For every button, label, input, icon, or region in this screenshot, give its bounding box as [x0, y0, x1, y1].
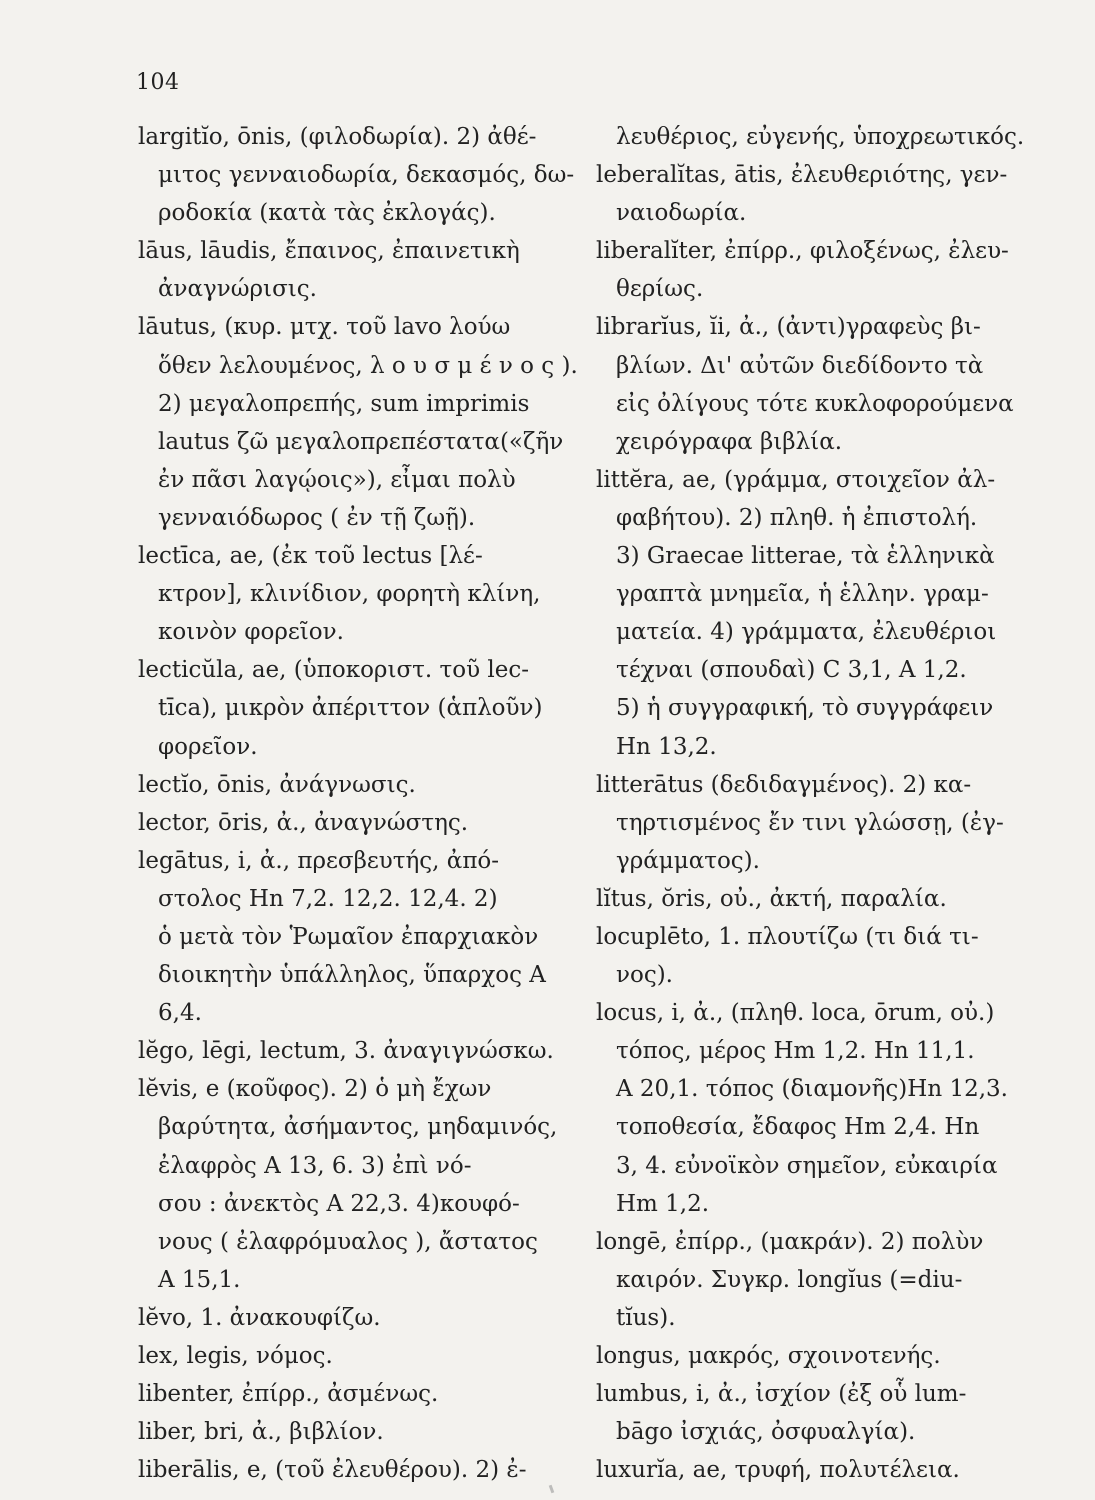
- dictionary-line: ματεία. 4) γράμματα, ἐλευθέριοι: [616, 619, 997, 646]
- dictionary-line: lĕvo, 1. ἀνακουφίζω.: [138, 1304, 381, 1331]
- dictionary-line: lautus ζῶ μεγαλοπρεπέστατα(«ζῆν: [158, 428, 564, 455]
- dictionary-line: στολος Hn 7,2. 12,2. 12,4. 2): [158, 885, 498, 912]
- dictionary-line: κοινὸν φορεῖον.: [158, 619, 344, 646]
- dictionary-line: διοικητὴν ὑπάλληλος, ὕπαρχος A: [158, 962, 546, 989]
- dictionary-line: γράμματος).: [616, 847, 760, 874]
- dictionary-line: locuplēto, 1. πλουτίζω (τι διά τι-: [596, 923, 979, 950]
- dictionary-line: A 20,1. τόπος (διαμονῆς)Hn 12,3.: [616, 1076, 1008, 1103]
- dictionary-line: ἀναγνώρισις.: [158, 276, 317, 303]
- dictionary-line: tīca), μικρὸν ἀπέριττον (ἁπλοῦν): [158, 695, 543, 722]
- dictionary-line: tĭus).: [616, 1304, 676, 1331]
- dictionary-line: lex, legis, νόμος.: [138, 1343, 333, 1369]
- dictionary-line: σου : ἀνεκτὸς A 22,3. 4)κουφό-: [158, 1190, 520, 1217]
- dictionary-line: ὁ μετὰ τὸν Ῥωμαῖον ἐπαρχιακὸν: [158, 923, 539, 950]
- dictionary-line: γενναιόδωρος ( ἐν τῇ ζωῇ).: [158, 504, 476, 531]
- dictionary-line: ἐλαφρὸς A 13, 6. 3) ἐπὶ νό-: [158, 1152, 472, 1179]
- dictionary-line: luxurĭa, ae, τρυφή, πολυτέλεια.: [596, 1457, 960, 1484]
- dictionary-line: τέχναι (σπουδαὶ) C 3,1, A 1,2.: [616, 657, 967, 684]
- dictionary-line: ὅθεν λελουμένος, λ ο υ σ μ έ ν ο ς ).: [158, 352, 578, 379]
- dictionary-line: lāus, lāudis, ἔπαινος, ἐπαινετικὴ: [138, 238, 520, 265]
- dictionary-line: longus, μακρός, σχοινοτενής.: [596, 1343, 941, 1369]
- dictionary-line: φορεῖον.: [158, 733, 258, 760]
- dictionary-line: ἐν πᾶσι λαγῴοις»), εἶμαι πολὺ: [158, 466, 516, 493]
- dictionary-line: Hn 13,2.: [616, 733, 717, 760]
- dictionary-line: κτρον], κλινίδιον, φορητὴ κλίνη,: [158, 581, 541, 608]
- page-number: 104: [136, 70, 180, 95]
- dictionary-line: 2) μεγαλοπρεπής, sum imprimis: [158, 390, 530, 417]
- dictionary-line: 6,4.: [158, 1000, 202, 1027]
- dictionary-line: lectīca, ae, (ἐκ τοῦ lectus [λέ-: [138, 543, 483, 570]
- dictionary-line: littĕra, ae, (γράμμα, στοιχεῖον ἀλ-: [596, 466, 996, 493]
- dictionary-line: bāgo ἰσχιάς, ὀσφυαλγία).: [616, 1419, 916, 1446]
- left-column: [138, 118, 578, 1489]
- dictionary-line: liber, bri, ἀ., βιβλίον.: [138, 1419, 384, 1446]
- dictionary-line: longē, ἐπίρρ., (μακράν). 2) πολὺν: [596, 1228, 984, 1255]
- right-column: [596, 118, 1036, 1489]
- dictionary-line: largitĭo, ōnis, (φιλοδωρία). 2) ἀθέ-: [138, 124, 537, 150]
- dictionary-line: μιτος γενναιοδωρία, δεκασμός, δω-: [158, 162, 575, 189]
- dictionary-line: λευθέριος, εὐγενής, ὑποχρεωτικός.: [616, 124, 1025, 150]
- dictionary-line: lĭtus, ŏris, οὐ., ἀκτή, παραλία.: [596, 885, 947, 912]
- dictionary-line: βλίων. Δι' αὐτῶν διεδίδοντο τὰ: [616, 352, 984, 379]
- dictionary-line: lecticŭla, ae, (ὑποκοριστ. τοῦ lec-: [138, 657, 529, 684]
- dictionary-line: liberālis, e, (τοῦ ἐλευθέρου). 2) ἐ-: [138, 1457, 527, 1484]
- dictionary-line: τοποθεσία, ἔδαφος Hm 2,4. Hn: [616, 1114, 980, 1141]
- dictionary-line: lĕgo, lēgi, lectum, 3. ἀναγιγνώσκω.: [138, 1038, 554, 1065]
- dictionary-line: τηρτισμένος ἔν τινι γλώσσῃ, (ἐγ-: [616, 809, 1004, 836]
- dictionary-line: legātus, i, ἀ., πρεσβευτής, ἀπό-: [138, 847, 500, 874]
- dictionary-line: νους ( ἐλαφρόμυαλος ), ἄστατος: [158, 1228, 538, 1255]
- dictionary-line: lectĭo, ōnis, ἀνάγνωσις.: [138, 771, 416, 798]
- dictionary-line: liberalĭter, ἐπίρρ., φιλοξένως, ἐλευ-: [596, 238, 1009, 265]
- dictionary-line: libenter, ἐπίρρ., ἀσμένως.: [138, 1381, 439, 1408]
- dictionary-line: librarĭus, ĭi, ἀ., (ἀντι)γραφεὺς βι-: [596, 314, 981, 341]
- dictionary-line: 3) Graecae litterae, τὰ ἑλληνικὰ: [616, 543, 995, 570]
- dictionary-line: lumbus, i, ἀ., ἰσχίον (ἐξ οὗ lum-: [596, 1381, 967, 1408]
- dictionary-line: Hm 1,2.: [616, 1190, 710, 1217]
- dictionary-line: εἰς ὀλίγους τότε κυκλοφορούμενα: [616, 390, 1014, 417]
- dictionary-line: τόπος, μέρος Hm 1,2. Hn 11,1.: [616, 1038, 975, 1065]
- dictionary-line: καιρόν. Συγκρ. longĭus (=diu-: [616, 1266, 963, 1293]
- dictionary-line: 5) ἡ συγγραφική, τὸ συγγράφειν: [616, 695, 994, 722]
- dictionary-line: leberalĭtas, ātis, ἐλευθεριότης, γεν-: [596, 162, 1008, 189]
- dictionary-line: A 15,1.: [158, 1266, 241, 1293]
- dictionary-line: βαρύτητα, ἀσήμαντος, μηδαμινός,: [158, 1114, 558, 1141]
- dictionary-line: νος).: [616, 962, 673, 989]
- dictionary-line: φαβήτου). 2) πληθ. ἡ ἐπιστολή.: [616, 504, 978, 531]
- dictionary-line: locus, i, ἀ., (πληθ. loca, ōrum, οὐ.): [596, 1000, 995, 1027]
- dictionary-line: lĕvis, e (κοῦφος). 2) ὁ μὴ ἔχων: [138, 1076, 492, 1103]
- dictionary-line: χειρόγραφα βιβλία.: [616, 428, 843, 455]
- dictionary-line: θερίως.: [616, 276, 704, 303]
- dictionary-line: litterātus (δεδιδαγμένος). 2) κα-: [596, 771, 972, 798]
- dictionary-line: lector, ōris, ἀ., ἀναγνώστης.: [138, 809, 469, 836]
- dictionary-line: ροδοκία (κατὰ τὰς ἐκλογάς).: [158, 200, 496, 227]
- dictionary-line: 3, 4. εὐνοϊκὸν σημεῖον, εὐκαιρία: [616, 1152, 998, 1179]
- dictionary-line: lāutus, (κυρ. μτχ. τοῦ lavo λούω: [138, 314, 511, 341]
- dictionary-line: γραπτὰ μνημεῖα, ἡ ἑλλην. γραμ-: [616, 581, 989, 608]
- dictionary-line: ναιοδωρία.: [616, 200, 747, 227]
